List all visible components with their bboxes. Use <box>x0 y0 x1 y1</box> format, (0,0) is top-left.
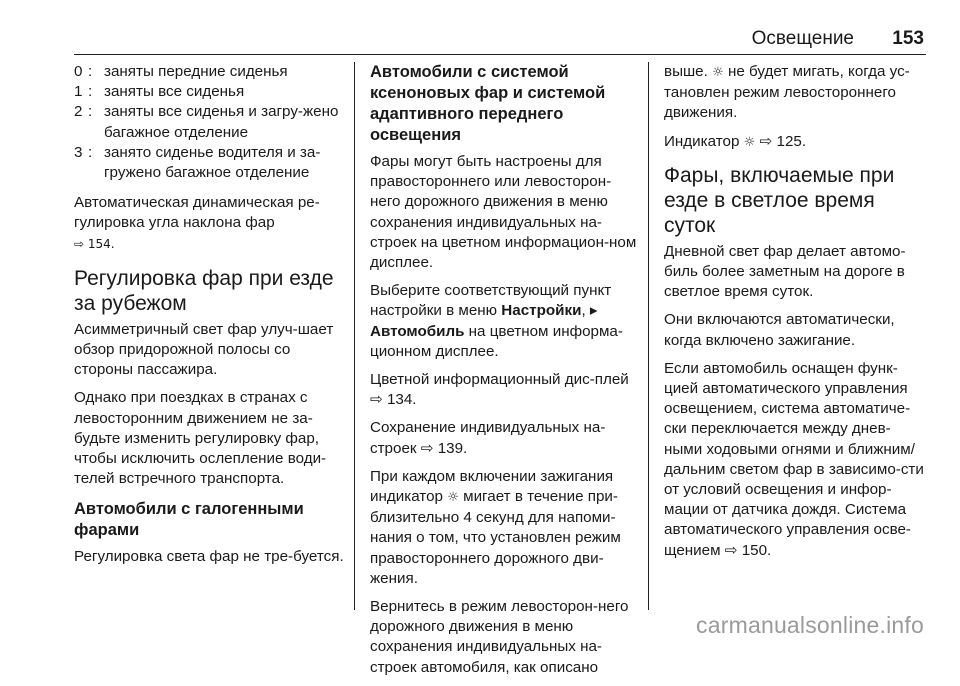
list-item-text: заняты передние сиденья <box>104 63 288 80</box>
list-item <box>74 143 344 183</box>
paragraph-abroad-1: Асимметричный свет фар улуч-шает обзор придорожной полосы со стороны пассажира. <box>74 320 334 379</box>
paragraph-no-flash <box>664 62 926 124</box>
list-item <box>74 62 344 82</box>
light-indicator-icon: ☼ <box>712 65 724 80</box>
section-title: Освещение <box>751 28 854 49</box>
auto-leveling-text: Автоматическая динамическая ре-гулировка угла наклона фар <box>74 194 320 232</box>
paragraph-xenon-1: Фары могут быть настроены для правостороннего или левосторон-него дорожного движения в меню сохранения индивидуальных на-строек на цветном информацион-ном дисплее. <box>370 153 637 272</box>
paragraph-personal-settings-ref: Сохранение индивидуальных на-строек ⇨ 139. <box>370 419 606 457</box>
paragraph-halogen: Регулировка света фар не тре-буется. <box>74 548 344 566</box>
menu-instruction-tail: на цветном информа-ционном дисплее. <box>370 322 623 360</box>
paragraph-color-display-ref: Цветной информационный дис-плей ⇨ 134. <box>370 371 629 409</box>
light-indicator-icon: ☼ <box>447 490 459 506</box>
heading-daytime-running-lights: Фары, включаемые при езде в светлое время суток <box>664 163 895 237</box>
list-item-number: 2 <box>74 103 83 121</box>
no-flash-tail: не будет мигать, когда ус-тановлен режим левостороннего движения. <box>664 63 910 122</box>
menu-vehicle-label: Автомобиль <box>370 322 465 340</box>
list-item-number: 3 <box>74 143 83 161</box>
paragraph-drl-2: Они включаются автоматически, когда включено зажигание. <box>664 311 895 349</box>
no-flash-text: выше. <box>664 63 708 80</box>
heading-abroad: Регулировка фар при езде за рубежом <box>74 266 334 315</box>
list-item-text: занято сиденье водителя и за-гружено багажное отделение <box>104 143 321 182</box>
paragraph-drl-1: Дневной свет фар делает автомо-биль более заметным на дороге в светлое время суток. <box>664 242 906 301</box>
page-number: 153 <box>892 28 924 49</box>
paragraph-indicator-flash <box>370 467 640 589</box>
column-divider-right <box>648 62 649 610</box>
menu-instruction-text: Выберите соответствующий пункт настройки в меню <box>370 282 612 320</box>
indicator-flash-text: При каждом включении зажигания индикатор <box>370 467 614 506</box>
indicator-page-ref[interactable]: ⇨ 125. <box>759 132 807 150</box>
menu-settings-label: Настройки <box>501 302 582 320</box>
paragraph-abroad-2: Однако при поездках в странах с левосторонним движением не за-будьте изменить регулировку фар, чтобы исключить ослепление води-телей встречного транспорта. <box>74 389 327 488</box>
list-item-separator: : <box>88 143 93 161</box>
paragraph-drl-3: Если автомобиль оснащен функ-цией автоматического управления освещением, система автоматиче-ски переключается между днев-ными ходовыми огнями и ближним/ дальним светом фар в зависимо-сти от условий освещения и инфор-мации от датчика дождя. Система автоматического управления осве-щением ⇨ 150. <box>664 359 924 559</box>
indicator-ref-text: Индикатор <box>664 132 740 150</box>
list-item-separator: : <box>88 63 93 80</box>
list-item <box>74 82 344 102</box>
heading-halogen: Автомобили с галогенными фарами <box>74 500 304 540</box>
watermark: carmanualsonline.info <box>696 612 924 638</box>
paragraph-xenon-2 <box>370 281 640 362</box>
list-item-separator: : <box>88 103 93 121</box>
auto-leveling-page-ref[interactable]: ⇨ 154. <box>74 236 115 251</box>
auto-leveling-paragraph <box>74 193 344 254</box>
paragraph-indicator-ref <box>664 132 926 153</box>
list-item-text: заняты все сиденья <box>104 83 245 101</box>
list-item <box>74 102 344 142</box>
column-3 <box>664 62 926 569</box>
heading-xenon: Автомобили с системой ксеноновых фар и системой адаптивного переднего освещения <box>370 63 606 144</box>
list-item-number: 1 <box>74 83 83 101</box>
menu-arrow-icon: , ▸ <box>581 302 598 320</box>
list-item-number: 0 <box>74 63 83 80</box>
list-item-text: заняты все сиденья и загру-жено багажное отделение <box>104 103 339 141</box>
light-indicator-icon: ☼ <box>743 134 756 150</box>
page-header <box>74 28 926 55</box>
seat-load-list <box>74 62 344 183</box>
column-1 <box>74 62 344 576</box>
column-2 <box>370 62 640 686</box>
column-divider-left <box>354 62 355 610</box>
list-item-separator: : <box>88 83 93 101</box>
paragraph-return-left: Вернитесь в режим левосторон-него дорожного движения в меню сохранения индивидуальных на-строек автомобиля, как описано <box>370 598 629 676</box>
indicator-flash-tail: мигает в течение при-близительно 4 секунд для напоми-нания о том, что установлен режим правостороннего дорожного дви-жения. <box>370 488 621 587</box>
